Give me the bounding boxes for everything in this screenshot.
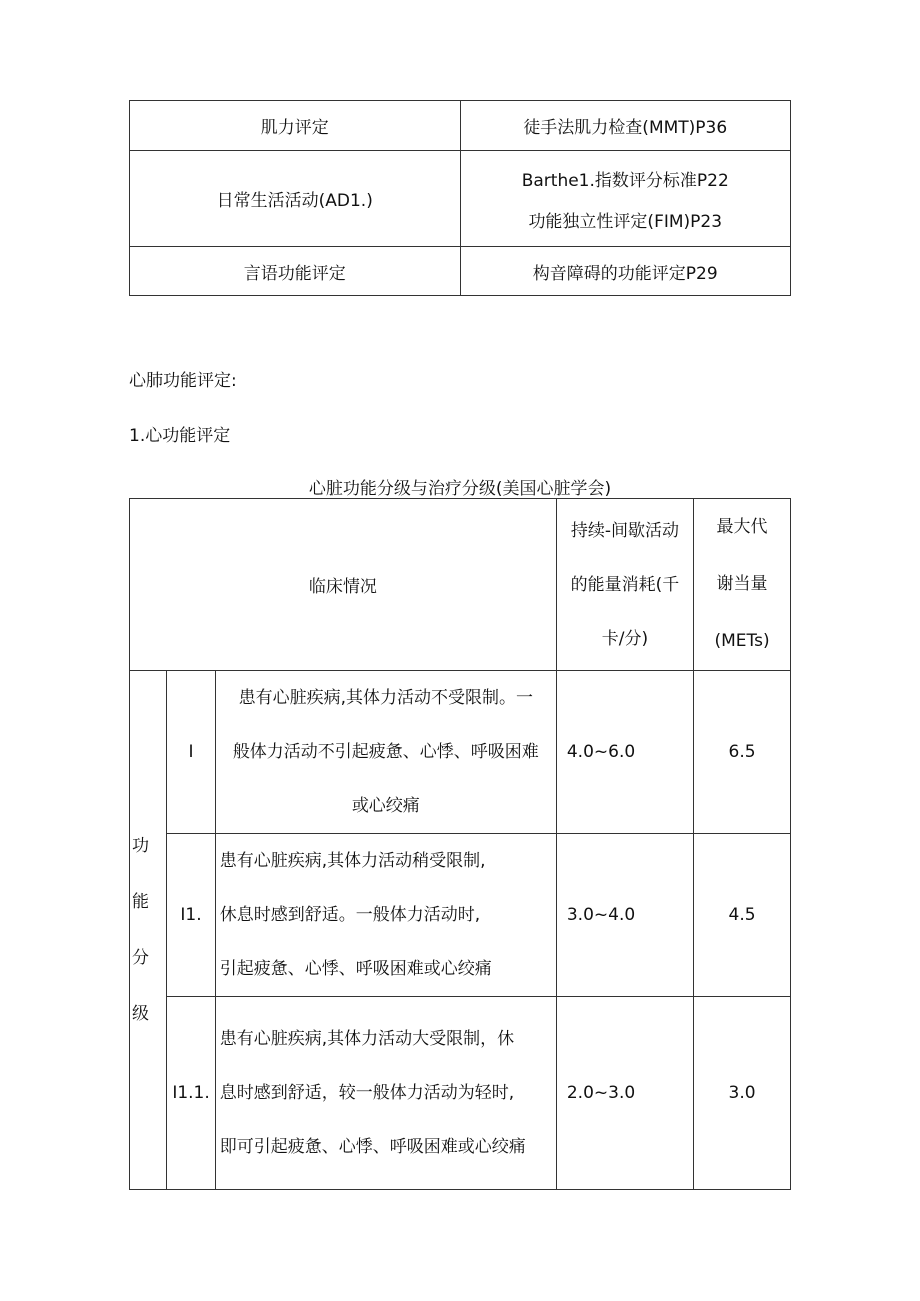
- table-cell: 言语功能评定: [130, 247, 461, 296]
- level-cell: I1.: [167, 834, 215, 997]
- table-row: [130, 247, 791, 296]
- subsection-title: 1.心功能评定: [129, 426, 231, 446]
- header-mets: [694, 499, 791, 671]
- level-cell: I: [167, 671, 215, 834]
- table-row: [130, 151, 791, 247]
- mets-cell: 6.5: [694, 671, 791, 834]
- desc-line: 患有心脏疾病,其体力活动不受限制。一: [238, 688, 534, 708]
- desc-line: 患有心脏疾病,其体力活动稍受限制,: [219, 851, 486, 871]
- table-row: [130, 671, 791, 834]
- table-cell: 构音障碍的功能评定P29: [460, 247, 791, 296]
- group-label-char: 能: [132, 892, 149, 912]
- header-clinical: 临床情况: [130, 499, 557, 671]
- desc-line: 引起疲惫、心悸、呼吸困难或心绞痛: [219, 959, 492, 979]
- header-line: (METs): [714, 631, 770, 651]
- desc-line: 即可引起疲惫、心悸、呼吸困难或心绞痛: [219, 1137, 526, 1157]
- table-cell: 肌力评定: [130, 101, 461, 151]
- header-line: 持续-间歇活动: [570, 520, 680, 541]
- desc-line: 息时感到舒适，较一般体力活动为轻时,: [219, 1083, 515, 1103]
- section-title: 心肺功能评定:: [129, 371, 237, 391]
- desc-cell: [215, 997, 556, 1190]
- level-cell: I1.1.: [167, 997, 215, 1190]
- assessment-table: [129, 100, 791, 296]
- header-line: 谢当量: [716, 574, 768, 594]
- table-row: [130, 997, 791, 1190]
- header-line: 卡/分): [601, 628, 649, 649]
- desc-line: 患有心脏疾病,其体力活动大受限制，休: [219, 1029, 515, 1049]
- mets-cell: 3.0: [694, 997, 791, 1190]
- energy-cell: 3.0~4.0: [556, 834, 693, 997]
- desc-cell: [215, 834, 556, 997]
- desc-line: 或心绞痛: [351, 796, 420, 816]
- cell-line: 功能独立性评定(FIM)P23: [528, 211, 723, 232]
- header-energy: [556, 499, 693, 671]
- cardiac-function-table: [129, 498, 791, 1190]
- group-label-char: 分: [132, 948, 149, 968]
- group-label: [130, 671, 167, 1190]
- desc-line: 休息时感到舒适。一般体力活动时,: [219, 905, 481, 925]
- table-caption: 心脏功能分级与治疗分级(美国心脏学会): [308, 479, 612, 499]
- energy-cell: 4.0~6.0: [556, 671, 693, 834]
- table-row: [130, 834, 791, 997]
- header-line: 的能量消耗(千: [570, 574, 680, 595]
- group-label-char: 级: [132, 1004, 149, 1024]
- desc-line: 般体力活动不引起疲惫、心悸、呼吸困难: [232, 742, 539, 762]
- energy-cell: 2.0~3.0: [556, 997, 693, 1190]
- desc-cell: [215, 671, 556, 834]
- table-cell: 徒手法肌力检查(MMT)P36: [460, 101, 791, 151]
- group-label-char: 功: [132, 836, 149, 856]
- table-row: [130, 101, 791, 151]
- cell-line: Barthe1.指数评分标准P22: [521, 170, 729, 191]
- mets-cell: 4.5: [694, 834, 791, 997]
- table-cell: 日常生活活动(AD1.): [130, 151, 461, 247]
- table-header-row: [130, 499, 791, 671]
- header-line: 最大代: [716, 517, 768, 537]
- table-cell: [460, 151, 791, 247]
